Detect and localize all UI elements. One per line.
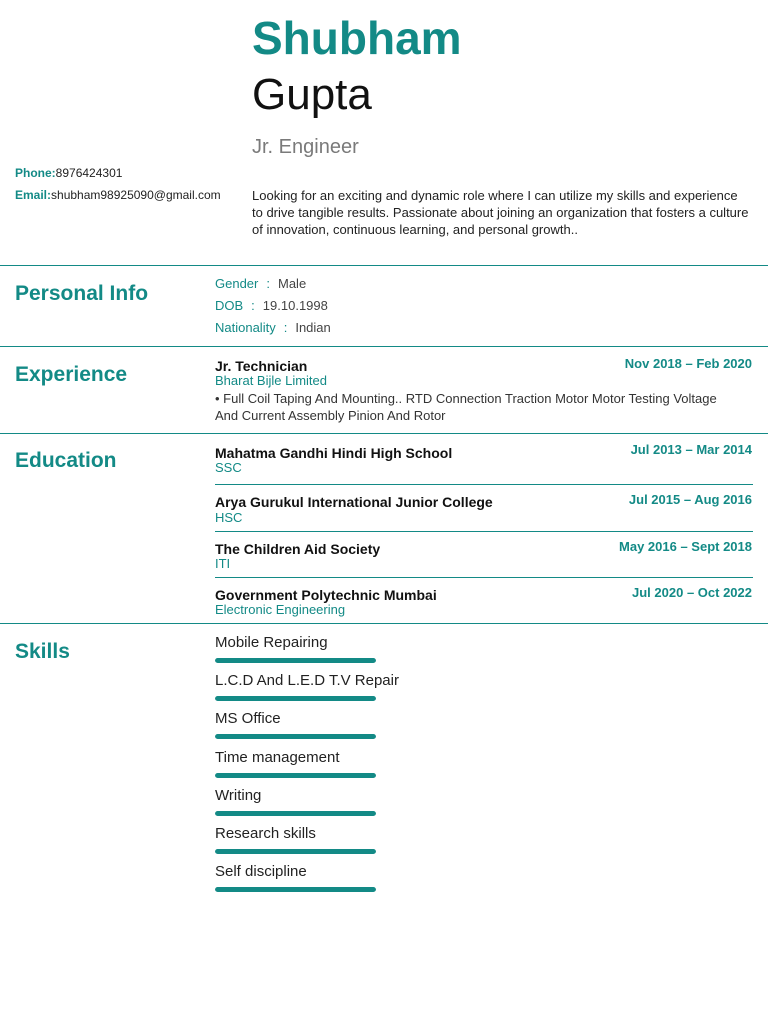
education-degree: SSC <box>215 460 242 475</box>
skill-item <box>215 824 415 854</box>
info-row-nationality <box>215 319 331 336</box>
divider <box>0 346 768 347</box>
divider <box>215 484 753 485</box>
phone-line <box>15 165 122 181</box>
divider <box>215 577 753 578</box>
info-separator: : <box>283 320 288 335</box>
skill-name: Time management <box>215 749 340 766</box>
skill-bar-fill <box>215 849 376 854</box>
divider <box>0 265 768 266</box>
phone-label: Phone: <box>15 166 56 180</box>
education-school: Government Polytechnic Mumbai <box>215 587 437 603</box>
job-title: Jr. Engineer <box>252 136 359 158</box>
divider <box>0 433 768 434</box>
education-degree: Electronic Engineering <box>215 602 346 617</box>
info-row-gender <box>215 275 306 292</box>
skill-bar <box>215 849 376 854</box>
email-value[interactable]: shubham98925090@gmail.com <box>51 188 221 202</box>
skill-item <box>215 862 415 892</box>
experience-role: Jr. Technician <box>215 358 308 374</box>
skill-item <box>215 671 415 701</box>
info-key: Nationality <box>215 320 276 335</box>
phone-value[interactable]: 8976424301 <box>55 166 123 180</box>
education-school: The Children Aid Society <box>215 541 381 557</box>
first-name: Shubham <box>252 12 462 64</box>
skill-bar <box>215 773 376 778</box>
experience-description: • Full Coil Taping And Mounting.. RTD Connection Traction Motor Motor Testing Voltage And Current Assembly Pinion And Rotor <box>215 391 717 423</box>
skill-name: Self discipline <box>215 863 307 880</box>
info-separator: : <box>266 276 270 291</box>
education-dates: Jul 2015 – Aug 2016 <box>628 492 752 507</box>
info-row-dob <box>215 297 328 314</box>
skill-item <box>215 633 415 663</box>
skill-bar-fill <box>215 696 376 701</box>
divider <box>0 623 768 624</box>
info-value: 19.10.1998 <box>262 298 328 313</box>
skill-bar-fill <box>215 811 376 816</box>
experience-dates: Nov 2018 – Feb 2020 <box>624 356 752 371</box>
email-label: Email: <box>15 188 52 202</box>
last-name: Gupta <box>252 70 372 119</box>
section-title-personal-info: Personal Info <box>15 282 149 305</box>
skill-bar <box>215 734 376 739</box>
skill-bar <box>215 658 376 663</box>
info-key: DOB <box>215 298 244 313</box>
skill-name: Writing <box>215 787 262 804</box>
education-dates: Jul 2013 – Mar 2014 <box>630 442 752 457</box>
skill-bar <box>215 696 376 701</box>
summary: Looking for an exciting and dynamic role where I can utilize my skills and experience to drive tangible results. Passionate about joining an organization that fosters a culture of innovation, continuous learning, and personal growth.. <box>252 188 749 237</box>
skill-bar <box>215 811 376 816</box>
skill-bar-fill <box>215 734 376 739</box>
email-line <box>15 187 243 203</box>
section-title-skills: Skills <box>15 640 70 663</box>
info-separator: : <box>251 298 255 313</box>
skill-name: MS Office <box>215 710 281 727</box>
skill-name: Research skills <box>215 825 316 842</box>
skill-bar-fill <box>215 773 376 778</box>
info-value: Male <box>278 276 307 291</box>
education-degree: ITI <box>215 556 231 571</box>
skill-name: L.C.D And L.E.D T.V Repair <box>215 672 399 689</box>
skill-bar-fill <box>215 887 376 892</box>
section-title-experience: Experience <box>15 363 128 386</box>
section-title-education: Education <box>15 449 117 472</box>
education-school: Mahatma Gandhi Hindi High School <box>215 445 453 461</box>
skill-item <box>215 786 415 816</box>
experience-company: Bharat Bijle Limited <box>215 373 327 388</box>
info-value: Indian <box>295 320 331 335</box>
education-degree: HSC <box>215 510 243 525</box>
education-dates: May 2016 – Sept 2018 <box>619 539 752 554</box>
skill-item <box>215 709 415 739</box>
skill-bar <box>215 887 376 892</box>
skill-name: Mobile Repairing <box>215 634 328 651</box>
education-dates: Jul 2020 – Oct 2022 <box>632 585 752 600</box>
divider <box>215 531 753 532</box>
info-key: Gender <box>215 276 259 291</box>
skill-bar-fill <box>215 658 376 663</box>
skill-item <box>215 748 415 778</box>
education-school: Arya Gurukul International Junior College <box>215 494 493 510</box>
